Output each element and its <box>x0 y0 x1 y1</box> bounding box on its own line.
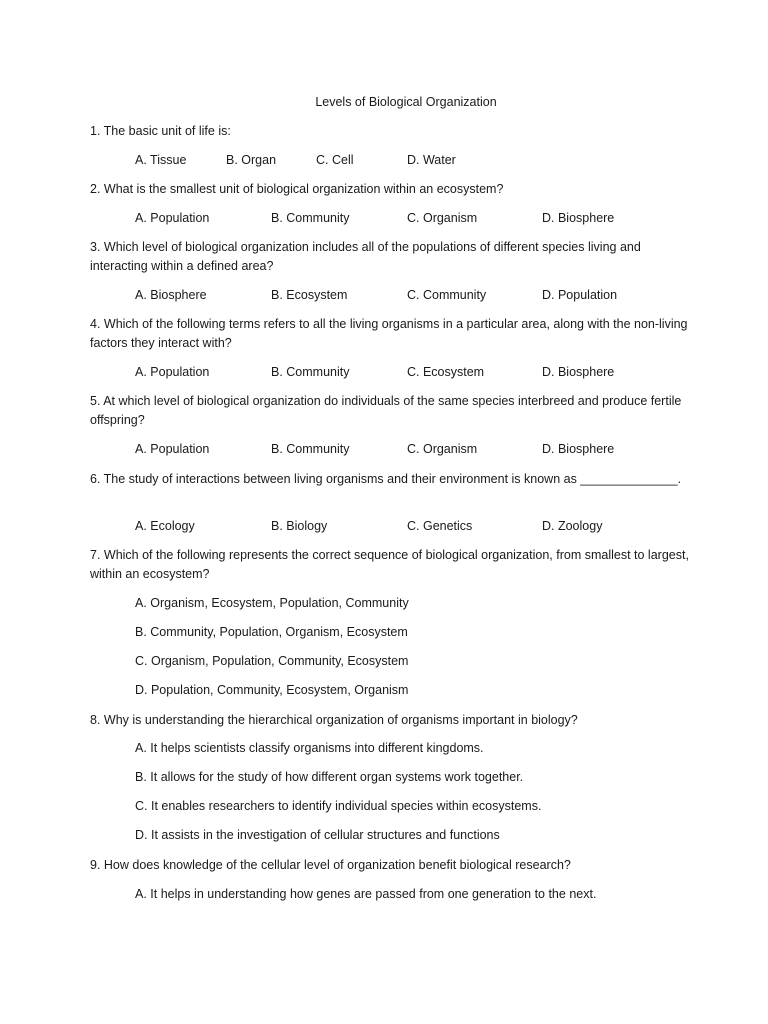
q2-option-c: C. Organism <box>407 211 478 225</box>
q4-option-a: A. Population <box>135 365 210 379</box>
q3-option-a: A. Biosphere <box>135 288 207 302</box>
q9-option-a: A. It helps in understanding how genes are passed from one generation to the next. <box>135 887 597 901</box>
q5-option-c: C. Organism <box>407 442 478 456</box>
q7-option-d: D. Population, Community, Ecosystem, Organism <box>135 683 409 697</box>
q6-option-a: A. Ecology <box>135 519 195 533</box>
q1-option-b: B. Organ <box>226 153 277 167</box>
question-2: 2. What is the smallest unit of biological organization within an ecosystem? <box>90 182 504 196</box>
question-6: 6. The study of interactions between living organisms and their environment is known as ______________. <box>90 472 682 486</box>
q8-option-d: D. It assists in the investigation of cellular structures and functions <box>135 828 500 842</box>
q1-option-d: D. Water <box>407 153 456 167</box>
document-title: Levels of Biological Organization <box>315 95 497 109</box>
q2-option-b: B. Community <box>271 211 350 225</box>
q7-option-a: A. Organism, Ecosystem, Population, Community <box>135 596 409 610</box>
q4-option-b: B. Community <box>271 365 350 379</box>
q2-option-a: A. Population <box>135 211 210 225</box>
q4-option-c: C. Ecosystem <box>407 365 485 379</box>
q8-option-c: C. It enables researchers to identify individual species within ecosystems. <box>135 799 542 813</box>
q6-option-d: D. Zoology <box>542 519 603 533</box>
question-8: 8. Why is understanding the hierarchical organization of organisms important in biology? <box>90 713 578 727</box>
question-9: 9. How does knowledge of the cellular level of organization benefit biological research? <box>90 858 571 872</box>
q2-option-d: D. Biosphere <box>542 211 615 225</box>
question-4: 4. Which of the following terms refers to all the living organisms in a particular area, along with the non-living factors they interact with? <box>90 317 688 350</box>
q6-option-c: C. Genetics <box>407 519 473 533</box>
q4-option-d: D. Biosphere <box>542 365 615 379</box>
q1-option-a: A. Tissue <box>135 153 187 167</box>
q3-option-d: D. Population <box>542 288 618 302</box>
q1-option-c: C. Cell <box>316 153 354 167</box>
question-3: 3. Which level of biological organization includes all of the populations of different species living and interacting within a defined area? <box>90 240 641 273</box>
q3-option-b: B. Ecosystem <box>271 288 348 302</box>
q5-option-a: A. Population <box>135 442 210 456</box>
q3-option-c: C. Community <box>407 288 487 302</box>
q8-option-a: A. It helps scientists classify organisms into different kingdoms. <box>135 741 484 755</box>
q5-option-b: B. Community <box>271 442 350 456</box>
q7-option-c: C. Organism, Population, Community, Ecosystem <box>135 654 409 668</box>
q8-option-b: B. It allows for the study of how different organ systems work together. <box>135 770 524 784</box>
question-5: 5. At which level of biological organization do individuals of the same species interbreed and produce fertile offspring? <box>90 394 682 427</box>
q6-option-b: B. Biology <box>271 519 328 533</box>
q7-option-b: B. Community, Population, Organism, Ecosystem <box>135 625 408 639</box>
question-1: 1. The basic unit of life is: <box>90 124 231 138</box>
question-7: 7. Which of the following represents the correct sequence of biological organization, from smallest to largest, within an ecosystem? <box>90 548 689 581</box>
q5-option-d: D. Biosphere <box>542 442 615 456</box>
